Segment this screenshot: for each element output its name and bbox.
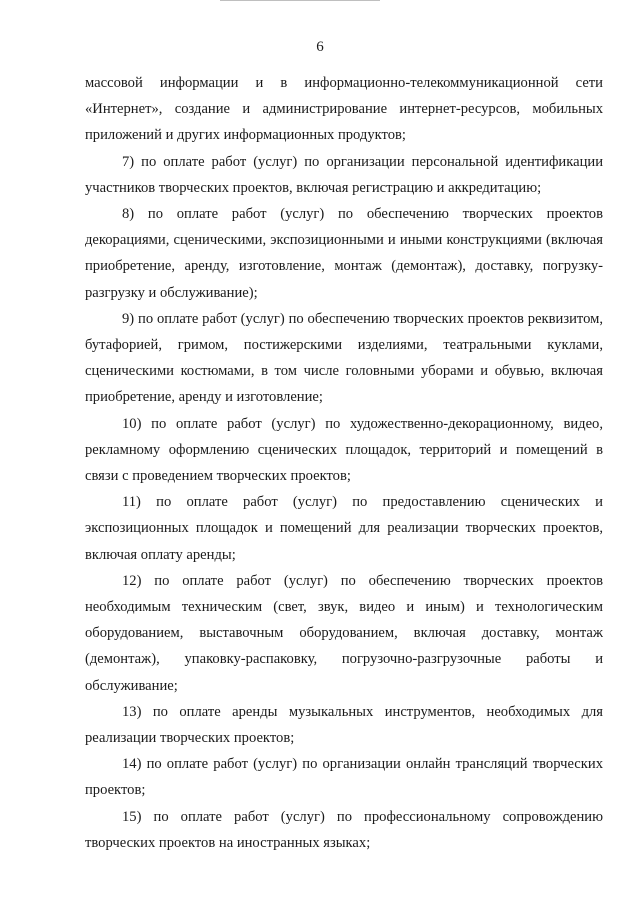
list-item-12: 12) по оплате работ (услуг) по обеспечению творческих проектов необходимым техническим (свет, звук, видео и иным) и технологическим оборудованием, выставочным оборудованием, включая доставку, монтаж (демонтаж), упаковку-распаковку, погрузочно-разгрузочные работы и обслуживание;	[85, 572, 603, 694]
list-item-8: 8) по оплате работ (услуг) по обеспечению творческих проектов декорациями, сценическими, экспозиционными и иными конструкциями (включая приобретение, аренду, изготовление, монтаж (демонтаж), доставку, погрузку-разгрузку и обслуживание);	[85, 206, 603, 301]
list-item-13: 13) по оплате аренды музыкальных инструментов, необходимых для реализации творческих проектов;	[85, 703, 603, 747]
document-body	[85, 70, 603, 856]
list-item-7: 7) по оплате работ (услуг) по организации персональной идентификации участников творческих проектов, включая регистрацию и аккредитацию;	[85, 153, 603, 196]
paragraph-continuation: массовой информации и в информационно-телекоммуникационной сети «Интернет», создание и администрирование интернет-ресурсов, мобильных приложений и других информационных продуктов;	[85, 75, 603, 144]
page-number: 6	[316, 39, 324, 55]
list-item-10: 10) по оплате работ (услуг) по художественно-декорационному, видео, рекламному оформлению сценических площадок, территорий и помещений в связи с проведением творческих проектов;	[85, 415, 603, 485]
list-item-11: 11) по оплате работ (услуг) по предоставлению сценических и экспозиционных площадок и помещений для реализации творческих проектов, включая оплату аренды;	[85, 494, 603, 563]
list-item-9: 9) по оплате работ (услуг) по обеспечению творческих проектов реквизитом, бутафорией, гримом, постижерскими изделиями, театральными куклами, сценическими костюмами, в том числе головными уборами и обувью, включая приобретение, аренду и изготовление;	[85, 310, 603, 406]
list-item-14: 14) по оплате работ (услуг) по организации онлайн трансляций творческих проектов;	[85, 756, 603, 799]
list-item-15: 15) по оплате работ (услуг) по профессиональному сопровождению творческих проектов на иностранных языках;	[85, 808, 603, 851]
scan-top-edge	[220, 0, 380, 1]
